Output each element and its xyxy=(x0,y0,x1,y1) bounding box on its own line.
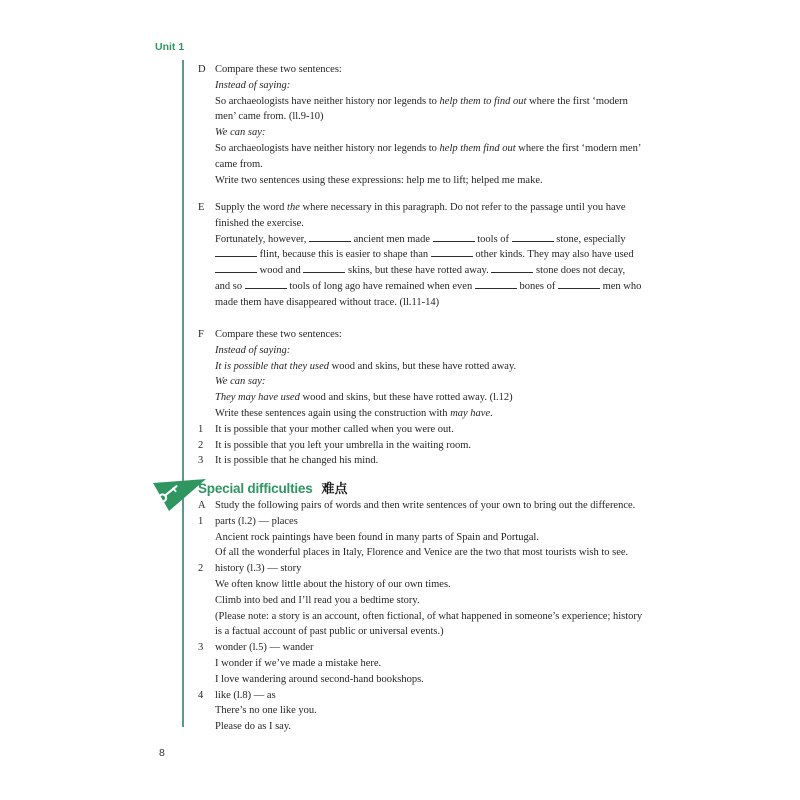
text-span: history (l.3) — story xyxy=(215,563,302,575)
text-line xyxy=(198,247,758,263)
text-line xyxy=(198,640,758,656)
text-span: came from. xyxy=(215,158,263,170)
text-line xyxy=(198,125,758,141)
exercise-section-e xyxy=(198,200,758,311)
text-line xyxy=(198,374,758,390)
exercise-section-a xyxy=(198,498,758,735)
text-line xyxy=(198,561,758,577)
text-line xyxy=(198,719,758,735)
text-span: wood and skins, but these have rotted away. xyxy=(329,360,517,372)
text-span: Ancient rock paintings have been found in many parts of Spain and Portugal. xyxy=(215,531,539,543)
text-line xyxy=(198,232,758,248)
text-line xyxy=(198,157,758,173)
text-line xyxy=(198,624,758,640)
text-line xyxy=(198,688,758,704)
text-span: like (l.8) — as xyxy=(215,689,276,701)
text-span: We often know little about the history of our own times. xyxy=(215,578,451,590)
text-line xyxy=(198,390,758,406)
heading-title: Special difficulties xyxy=(198,481,313,496)
text-span: other kinds. They may also have used xyxy=(472,249,634,261)
text-span: tools of xyxy=(474,233,512,245)
item-label: A xyxy=(198,500,206,511)
text-line xyxy=(198,703,758,719)
text-span: So archaeologists have neither history nor legends to xyxy=(215,142,440,154)
text-line xyxy=(198,263,758,279)
text-line xyxy=(198,94,758,110)
exercise-section-d xyxy=(198,62,758,188)
text-span: where the first ‘modern men’ xyxy=(515,142,642,154)
margin-rule xyxy=(182,60,184,727)
heading-title-zh: 难点 xyxy=(321,481,348,496)
italic-text: may have xyxy=(450,407,491,419)
blank-underline xyxy=(215,266,257,274)
text-line xyxy=(198,672,758,688)
text-span: wood and xyxy=(257,265,304,277)
text-span: It is possible that your mother called when you were out. xyxy=(215,423,454,435)
text-line xyxy=(198,422,758,438)
text-span: Compare these two sentences: xyxy=(215,329,342,340)
item-label: E xyxy=(198,202,205,213)
item-label: 2 xyxy=(198,563,204,575)
text-line xyxy=(198,173,758,189)
special-difficulties-heading xyxy=(198,479,348,499)
text-span: Of all the wonderful places in Italy, Florence and Venice are the two that most tourists wish to see. xyxy=(215,547,629,559)
text-span: skins, but these have rotted away. xyxy=(345,265,492,277)
text-line xyxy=(198,530,758,546)
text-span: . xyxy=(490,407,493,419)
text-span: made them have disappeared without trace. (ll.11-14) xyxy=(215,296,440,308)
text-line xyxy=(198,656,758,672)
text-span: stone does not decay, xyxy=(533,265,626,277)
italic-text: help them to find out xyxy=(439,95,527,107)
text-span: men who xyxy=(599,280,642,292)
item-label: D xyxy=(198,64,206,75)
text-span: stone, especially xyxy=(553,233,626,245)
text-span: Please do as I say. xyxy=(215,721,292,733)
text-line xyxy=(198,593,758,609)
text-line xyxy=(198,545,758,561)
text-span: It is possible that he changed his mind. xyxy=(215,455,379,467)
text-span: men’ came from. (ll.9-10) xyxy=(215,111,324,123)
text-line xyxy=(198,609,758,625)
italic-text: They may have used xyxy=(215,392,300,404)
blank-underline xyxy=(431,250,473,258)
text-span: Write these sentences again using the construction with xyxy=(215,407,451,419)
text-span: I love wandering around second-hand bookshops. xyxy=(215,673,424,685)
text-line xyxy=(198,141,758,157)
blank-underline xyxy=(309,234,351,242)
text-span: wood and skins, but these have rotted away. (l.12) xyxy=(299,392,513,404)
blank-underline xyxy=(558,281,600,289)
text-span: Write two sentences using these expressions: help me to lift; helped me make. xyxy=(215,174,543,186)
blank-underline xyxy=(215,250,257,258)
item-label: F xyxy=(198,329,204,340)
text-line xyxy=(198,295,758,311)
text-span: Study the following pairs of words and then write sentences of your own to bring out the difference. xyxy=(215,500,636,511)
text-span: Supply the word xyxy=(215,202,288,213)
text-line xyxy=(198,109,758,125)
text-span: So archaeologists have neither history nor legends to xyxy=(215,95,440,107)
text-span: is a factual account of past public or universal events.) xyxy=(215,626,444,638)
unit-label: Unit 1 xyxy=(155,41,185,53)
text-span: tools of long ago have remained when even xyxy=(286,280,475,292)
text-line xyxy=(198,577,758,593)
item-label: 1 xyxy=(198,515,204,527)
text-span: bones of xyxy=(516,280,558,292)
text-span: There’s no one like you. xyxy=(215,705,317,717)
text-line xyxy=(198,216,758,232)
text-line xyxy=(198,453,758,469)
text-line xyxy=(198,359,758,375)
blank-underline xyxy=(491,266,533,274)
text-line xyxy=(198,78,758,94)
text-span: where the first ‘modern xyxy=(526,95,628,107)
item-label: 3 xyxy=(198,642,204,654)
blank-underline xyxy=(475,281,517,289)
text-span: Climb into bed and I’ll read you a bedtime story. xyxy=(215,594,420,606)
text-span: flint, because this is easier to shape than xyxy=(257,249,431,261)
text-line xyxy=(198,279,758,295)
italic-text: Instead of saying: xyxy=(215,344,291,356)
blank-underline xyxy=(512,234,554,242)
text-span: and so xyxy=(215,280,245,292)
italic-text: the xyxy=(287,202,300,213)
italic-text: Instead of saying: xyxy=(215,79,291,91)
italic-text: help them find out xyxy=(439,142,516,154)
text-span: It is possible that you left your umbrella in the waiting room. xyxy=(215,439,472,451)
text-span: parts (l.2) — places xyxy=(215,515,298,527)
text-line xyxy=(198,327,758,343)
item-label: 4 xyxy=(198,689,204,701)
text-line xyxy=(198,343,758,359)
italic-text: We can say: xyxy=(215,127,266,139)
blank-underline xyxy=(245,281,287,289)
text-line xyxy=(198,438,758,454)
text-span: (Please note: a story is an account, often fictional, of what happened in someone’s experience; history xyxy=(215,610,643,622)
text-span: wonder (l.5) — wander xyxy=(215,642,314,654)
italic-text: We can say: xyxy=(215,376,266,388)
page-number: 8 xyxy=(159,747,165,759)
text-line xyxy=(198,62,758,78)
text-span: Compare these two sentences: xyxy=(215,64,342,75)
exercise-section-f xyxy=(198,327,758,469)
text-span: where necessary in this paragraph. Do not refer to the passage until you have xyxy=(299,202,626,213)
italic-text: It is possible that they used xyxy=(215,360,330,372)
text-span: finished the exercise. xyxy=(215,217,304,229)
item-label: 1 xyxy=(198,423,204,435)
blank-underline xyxy=(433,234,475,242)
text-line xyxy=(198,200,758,216)
text-line xyxy=(198,514,758,530)
text-span: Fortunately, however, xyxy=(215,233,309,245)
item-label: 3 xyxy=(198,455,204,467)
text-line xyxy=(198,498,758,514)
text-span: I wonder if we’ve made a mistake here. xyxy=(215,657,382,669)
item-label: 2 xyxy=(198,439,204,451)
blank-underline xyxy=(303,266,345,274)
text-line xyxy=(198,406,758,422)
text-span: ancient men made xyxy=(350,233,433,245)
